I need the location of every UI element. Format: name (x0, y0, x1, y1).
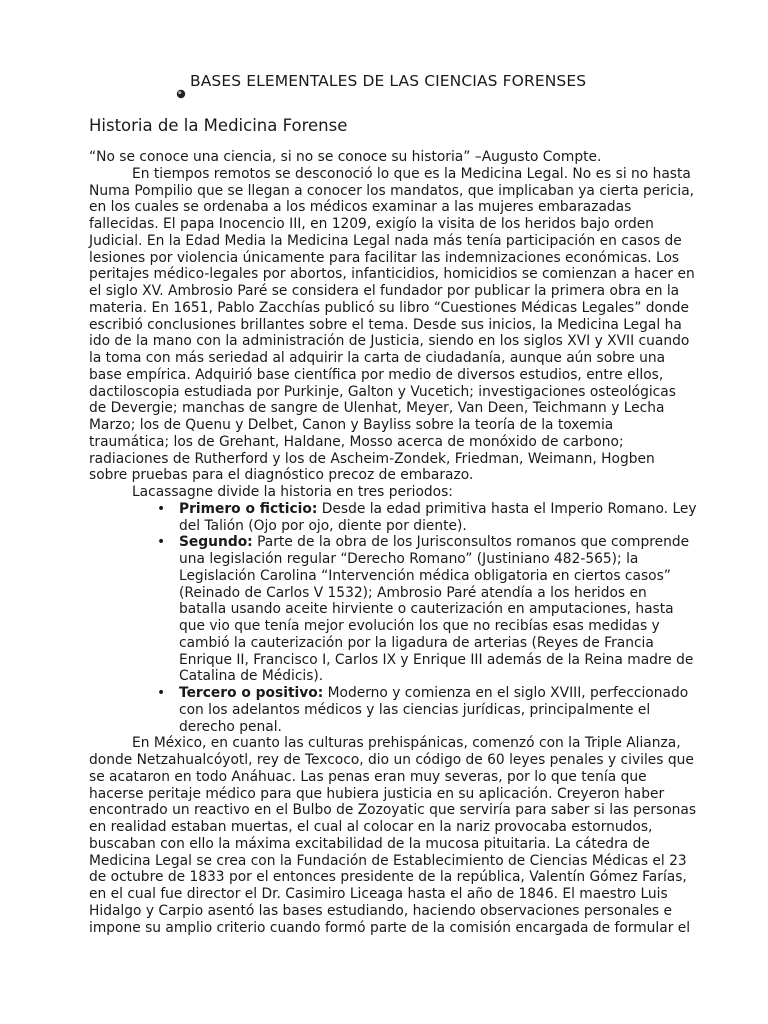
bullet-icon: • (157, 534, 166, 551)
list-item (89, 685, 699, 702)
section-heading: Historia de la Medicina Forense (89, 116, 348, 135)
paragraph-line: Marzo; los de Quenu y Delbet, Canon y Bayliss sobre la teoría de la toxemia (89, 417, 614, 433)
paragraph-line: fallecidas. El papa Inocencio III, en 1209, exigío la visita de los heridos bajo orden (89, 216, 654, 232)
paragraph-line: buscaban con ello la máxima excitabilidad de la mucosa pituitaria. La cátedra de (89, 835, 650, 852)
paragraph-line: Judicial. En la Edad Media la Medicina Legal nada más tenía participación en casos de (89, 232, 682, 249)
list-item-continuation: cambió la cauterización por la ligadura de arterias (Reyes de Francia (179, 634, 654, 651)
period-text: Moderno y comienza en el siglo XVIII, perfeccionado (323, 685, 689, 701)
paragraph-line: de octubre de 1833 por el entonces presidente de la república, Valentín Gómez Farías, (89, 869, 687, 886)
paragraph-line: impone su amplio criterio cuando formó parte de la comisión encargada de formular el (89, 919, 691, 936)
paragraph-line: en el cual fue director el Dr. Casimiro Liceaga hasta el año de 1846. El maestro Luis (89, 886, 668, 902)
period-text: Desde la edad primitiva hasta el Imperio Romano. Ley (317, 500, 697, 517)
paragraph-line: base empírica. Adquirió base científica por medio de diversos estudios, entre ellos, (89, 366, 664, 383)
paragraph-line: encontrado un reactivo en el Bulbo de Zozoyatic que serviría para saber si las personas (89, 802, 697, 819)
list-item-continuation: una legislación regular “Derecho Romano” (Justiniano 482-565); la (179, 551, 639, 567)
period-label: Segundo: (179, 534, 253, 551)
bullet-icon: • (157, 685, 166, 701)
bullet-icon: • (157, 500, 166, 517)
paragraph-line: sobre pruebas para el diagnóstico precoz de embarazo. (89, 467, 474, 484)
list-item-continuation: Enrique II, Francisco I, Carlos IX y Enrique III además de la Reina madre de (179, 651, 694, 668)
title-bullet-icon (176, 89, 186, 99)
paragraph-line: donde Netzahualcóyotl, rey de Texcoco, dio un código de 60 leyes penales y civiles que (89, 752, 694, 768)
period-label: Primero o ficticio: (179, 500, 318, 517)
list-item-continuation: con los adelantos médicos y las ciencias jurídicas, principalmente el (179, 701, 651, 718)
document-title: BASES ELEMENTALES DE LAS CIENCIAS FORENSES (190, 72, 587, 90)
paragraph-line: traumática; los de Grehant, Haldane, Mosso acerca de monóxido de carbono; (89, 433, 624, 450)
paragraph-line: Numa Pompilio que se llegan a conocer los mandatos, que implicaban ya cierta pericia, (89, 182, 695, 199)
paragraph-line: en los cuales se ordenaba a los médicos examinar a las mujeres embarazadas (89, 199, 632, 216)
list-item-continuation: que vio que tenía mejor evolución los que no recibías esas medidas y (179, 618, 660, 634)
paragraph-line: radiaciones de Rutherford y los de Ascheim-Zondek, Friedman, Weimann, Hogben (89, 450, 655, 467)
list-item-continuation: derecho penal. (179, 718, 282, 735)
list-item (89, 501, 699, 518)
period-label: Tercero o positivo: (179, 685, 324, 701)
paragraph-line: escribió conclusiones brillantes sobre el tema. Desde sus inicios, la Medicina Legal ha (89, 316, 682, 333)
paragraph-line: se acataron en todo Anáhuac. Las penas eran muy severas, por lo que tenía que (89, 768, 647, 785)
list-item-continuation: Legislación Carolina “Intervención médica obligatoria en ciertos casos” (179, 567, 671, 584)
paragraph-line: lesiones por violencia únicamente para facilitar las indemnizaciones económicas. Los (89, 249, 680, 266)
list-item (89, 534, 699, 551)
paragraph-line: Medicina Legal se crea con la Fundación de Establecimiento de Ciencias Médicas el 23 (89, 852, 687, 869)
list-item-continuation: batalla usando aceite hirviente o cauterización en amputaciones, hasta (179, 601, 674, 618)
period-text: Parte de la obra de los Jurisconsultos romanos que comprende (252, 534, 690, 551)
paragraph-line: peritajes médico-legales por abortos, infanticidios, homicidios se comienzan a hacer en (89, 266, 695, 283)
paragraph-line: Hidalgo y Carpio asentó las bases estudiando, haciendo observaciones personales e (89, 902, 672, 919)
list-item-continuation: Catalina de Médicis). (179, 668, 324, 685)
paragraph-line: dactiloscopia estudiada por Purkinje, Galton y Vucetich; investigaciones osteológicas (89, 383, 676, 400)
paragraph-line: la toma con más seriedad al adquirir la carta de ciudadanía, aunque aún sobre una (89, 350, 666, 366)
paragraph-line: En México, en cuanto las culturas prehispánicas, comenzó con la Triple Alianza, (132, 735, 681, 752)
list-item-continuation: del Talión (Ojo por ojo, diente por diente). (179, 517, 467, 534)
paragraph-line: de Devergie; manchas de sangre de Ulenhat, Meyer, Van Deen, Teichmann y Lecha (89, 400, 665, 417)
paragraph-line: ido de la mano con la administración de Justicia, siendo en los siglos XVI y XVII cuando (89, 333, 690, 350)
paragraph-line: hacerse peritaje médico para que hubiera justicia en su aplicación. Creyeron haber (89, 785, 665, 802)
paragraph-line: En tiempos remotos se desconoció lo que es la Medicina Legal. No es si no hasta (132, 165, 691, 182)
document-body (89, 149, 699, 936)
list-item-continuation: (Reinado de Carlos V 1532); Ambrosio Paré atendía a los heridos en (179, 584, 647, 601)
paragraph-line: materia. En 1651, Pablo Zacchías publicó su libro “Cuestiones Médicas Legales” donde (89, 299, 689, 316)
paragraph-line: en realidad estaban muertas, el cual al colocar en la nariz provocaba estornudos, (89, 819, 653, 835)
quote-line: “No se conoce una ciencia, si no se conoce su historia” –Augusto Compte. (89, 149, 602, 165)
periods-intro-line: Lacassagne divide la historia en tres periodos: (132, 484, 453, 500)
paragraph-line: el siglo XV. Ambrosio Paré se considera el fundador por publicar la primera obra en la (89, 283, 680, 299)
